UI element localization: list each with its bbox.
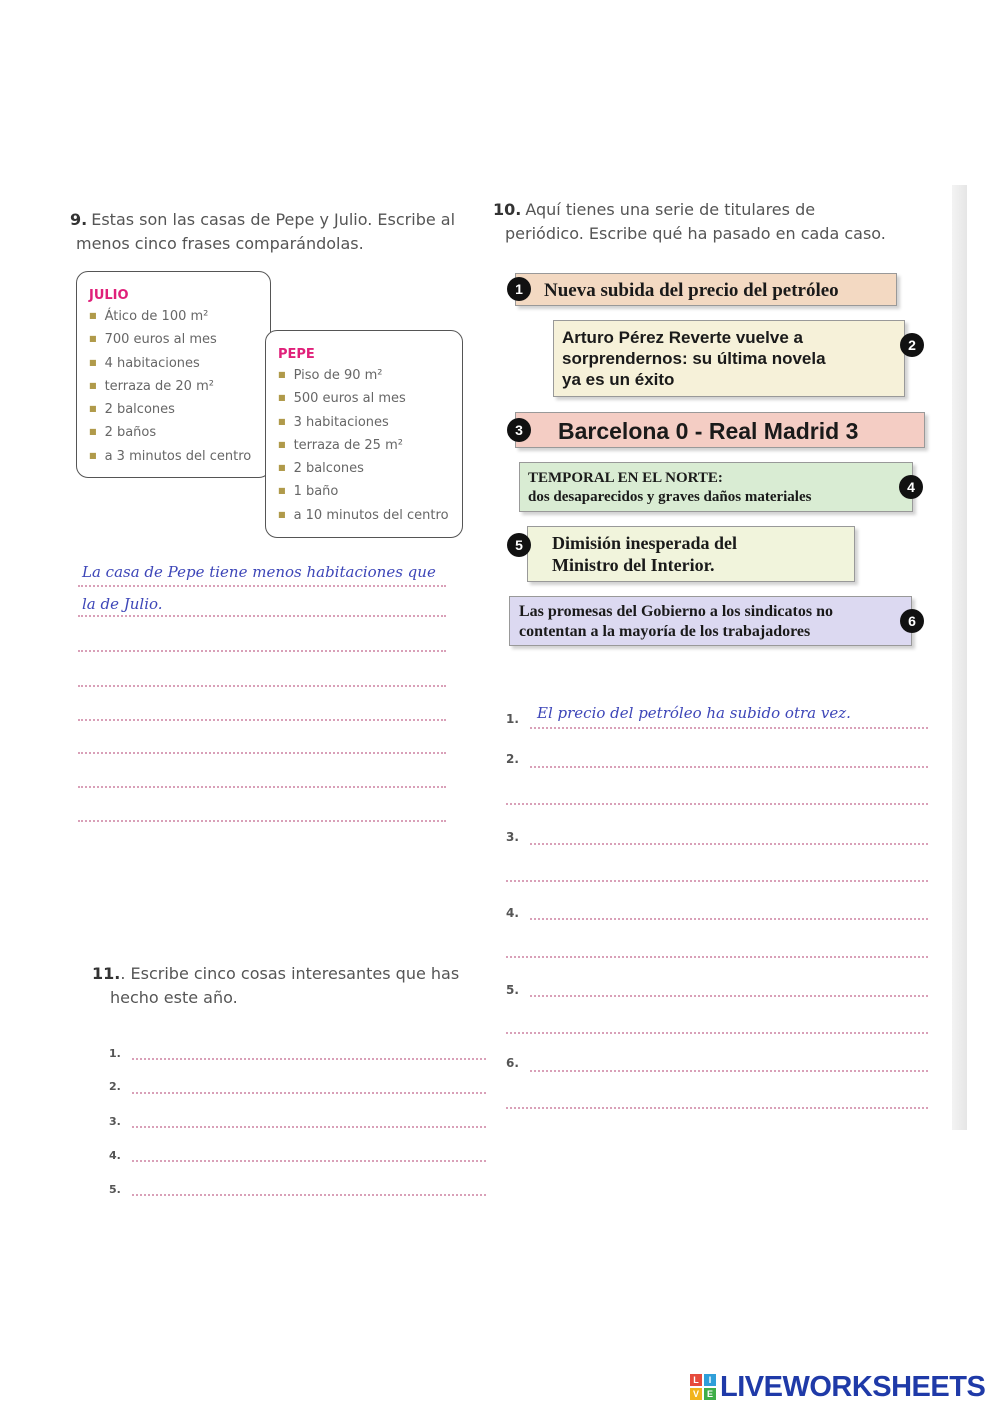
ex10-label-3: 3. [506,830,519,844]
liveworksheets-logo-icon [690,1374,716,1400]
liveworksheets-logo-text: LIVEWORKSHEETS [720,1370,986,1403]
ex10-instructions [493,198,943,246]
ex9-answer-line[interactable] [78,650,446,652]
ex11-instruction-line1: . Escribe cinco cosas interesantes que has [120,964,460,983]
ex9-answer-line[interactable] [78,585,446,587]
ex9-instruction-line2: menos cinco frases comparándolas. [76,234,364,253]
ex10-answer-line[interactable] [506,956,928,958]
ex9-answer-line[interactable] [78,719,446,721]
ex10-label-6: 6. [506,1056,519,1070]
ex9-answer-line2: la de Julio. [82,595,163,613]
pepe-list [278,364,462,527]
headline-2-line1: Arturo Pérez Reverte vuelve a [562,328,803,347]
headline-5-badge: 5 [507,533,531,557]
pepe-card [265,330,463,538]
ex10-label-2: 2. [506,752,519,766]
liveworksheets-logo[interactable] [690,1372,985,1402]
headline-1-badge: 1 [507,277,531,301]
headline-3-badge: 3 [507,418,531,442]
julio-list [89,305,270,468]
headline-4-line2: dos desaparecidos y graves daños materiales [528,489,812,505]
ex10-label-4: 4. [506,906,519,920]
headline-6-line1: Las promesas del Gobierno a los sindicatos no [519,603,833,620]
headline-4-line1: TEMPORAL EN EL NORTE: [528,470,723,486]
ex11-number: 11. [92,964,121,983]
ex10-instruction-line1: Aquí tienes una serie de titulares de [525,200,816,219]
ex11-label-4: 4. [109,1149,121,1162]
ex10-answer-line[interactable] [530,843,928,845]
pepe-item: ■ a 10 minutos del centro [278,504,462,527]
ex10-answer-line[interactable] [530,727,928,729]
ex10-answer-line[interactable] [506,1032,928,1034]
pepe-item: ■ Piso de 90 m² [278,364,462,387]
headline-2-line3: ya es un éxito [562,370,675,389]
ex10-answer-line[interactable] [530,995,928,997]
ex9-answer-line[interactable] [78,752,446,754]
headline-2 [553,320,905,397]
ex10-answer-line[interactable] [506,1107,928,1109]
ex11-label-3: 3. [109,1115,121,1128]
ex9-answer-line[interactable] [78,615,446,617]
headline-6-badge: 6 [900,609,924,633]
headline-5-line1: Dimisión inesperada del [552,533,738,553]
julio-item: ■ 4 habitaciones [89,352,270,375]
ex11-label-5: 5. [109,1183,121,1196]
headline-3: Barcelona 0 - Real Madrid 3 [515,412,925,448]
headline-2-badge: 2 [900,333,924,357]
ex9-answer-line[interactable] [78,786,446,788]
logo-mark-letter: I [704,1374,716,1386]
julio-title: JULIO [89,288,129,303]
julio-item: ■ 2 balcones [89,398,270,421]
ex10-answer-line[interactable] [506,880,928,882]
pepe-item: ■ 1 baño [278,480,462,503]
ex11-instructions [92,962,472,1010]
ex10-answer-line[interactable] [530,918,928,920]
julio-card [76,271,271,478]
ex10-number: 10. [493,200,522,219]
ex9-answer-line[interactable] [78,685,446,687]
headline-6 [509,596,912,646]
ex11-label-1: 1. [109,1047,121,1060]
headline-1: Nueva subida del precio del petróleo [515,273,897,306]
ex10-label-1: 1. [506,712,519,726]
pepe-title: PEPE [278,347,315,362]
ex10-answer-line[interactable] [530,1070,928,1072]
ex10-label-5: 5. [506,983,519,997]
headline-4 [519,462,913,512]
ex11-answer-line[interactable] [132,1058,486,1060]
julio-item: ■ terraza de 20 m² [89,375,270,398]
pepe-item: ■ terraza de 25 m² [278,434,462,457]
headline-4-badge: 4 [899,475,923,499]
ex11-answer-line[interactable] [132,1126,486,1128]
headline-2-line2: sorprendernos: su última novela [562,349,826,368]
logo-mark-letter: V [690,1388,702,1400]
page-edge-shadow [952,185,967,1130]
logo-mark-letter: E [704,1388,716,1400]
ex10-answer-line[interactable] [506,803,928,805]
ex9-instructions [70,208,470,256]
pepe-item: ■ 2 balcones [278,457,462,480]
ex11-instruction-line2: hecho este año. [110,988,238,1007]
ex9-answer-line1: La casa de Pepe tiene menos habitaciones que [82,563,436,581]
ex11-label-2: 2. [109,1080,121,1093]
pepe-item: ■ 3 habitaciones [278,411,462,434]
julio-item: ■ 700 euros al mes [89,328,270,351]
julio-item: ■ Ático de 100 m² [89,305,270,328]
ex10-answer-line[interactable] [530,766,928,768]
julio-item: ■ 2 baños [89,421,270,444]
ex10-instruction-line2: periódico. Escribe qué ha pasado en cada caso. [505,224,886,243]
ex9-number: 9. [70,210,88,229]
headline-5-line2: Ministro del Interior. [552,555,715,575]
ex9-answer-line[interactable] [78,820,446,822]
ex10-answer-1: El precio del petróleo ha subido otra vez. [537,704,851,722]
ex11-answer-line[interactable] [132,1160,486,1162]
headline-5 [527,526,855,582]
pepe-item: ■ 500 euros al mes [278,387,462,410]
julio-item: ■ a 3 minutos del centro [89,445,270,468]
headline-6-line2: contentan a la mayoría de los trabajadores [519,623,811,640]
ex9-instruction-line1: Estas son las casas de Pepe y Julio. Escribe al [91,210,456,229]
ex11-answer-line[interactable] [132,1092,486,1094]
logo-mark-letter: L [690,1374,702,1386]
ex11-answer-line[interactable] [132,1194,486,1196]
